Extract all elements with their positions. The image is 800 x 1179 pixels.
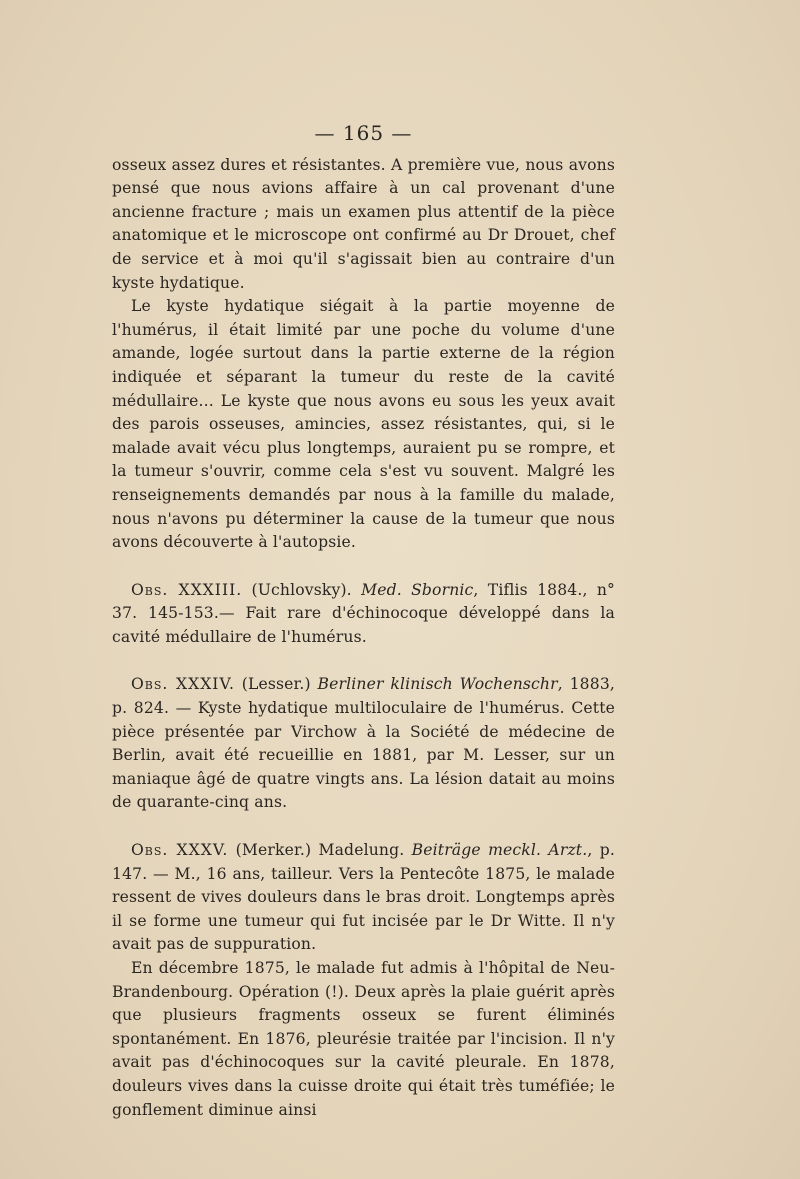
observation-34 (112, 673, 615, 815)
paragraph-kyste: Le kyste hydatique siégait à la partie moyenne de l'humérus, il était limité par une poche du volume d'une amande, logée surtout dans la partie externe de la région indiquée et séparant la tumeur du reste de la cavité médullaire... Le kyste que nous avons eu sous les yeux avait des parois osseuses, amincies, assez résistantes, qui, si le malade avait vécu plus longtemps, auraient pu se rompre, et la tumeur s'ouvrir, comme cela s'est vu souvent. Malgré les renseignements demandés par nous à la famille du malade, nous n'avons pu déterminer la cause de la tumeur que nous avons découverte à l'autopsie. (112, 297, 615, 552)
obs-label: Obs. XXXV. (131, 841, 229, 860)
observation-33 (112, 579, 615, 650)
obs-journal: Beiträge meckl. Arzt. (411, 841, 588, 860)
observation-35 (112, 839, 615, 957)
obs-label: Obs. XXXIII. (131, 580, 243, 599)
page-number: — 165 — (314, 121, 413, 145)
paragraph-continuation: osseux assez dures et résistantes. A première vue, nous avons pensé que nous avions affaire à un cal provenant d'une ancienne fracture ; mais un examen plus attentif de la pièce anatomique et le microscope ont confirmé au Dr Drouet, chef de service et à moi qu'il s'agissait bien au contraire d'un kyste hydatique. (112, 155, 615, 292)
observation-35-continued: En décembre 1875, le malade fut admis à l'hôpital de Neu-Brandenbourg. Opération (!). Deux après la plaie guérit après que plusieurs fragments osseux se furent éliminés spontanément. En 1876, pleurésie traitée par l'incision. Il n'y avait pas d'échinocoques sur la cavité pleurale. En 1878, douleurs vives dans la cuisse droite qui était très tuméfiée; le gonflement diminue ainsi (112, 959, 615, 1119)
obs-journal: Berliner klinisch Wochenschr (317, 675, 558, 694)
text-block (112, 122, 615, 1122)
obs-text: , p. 147. — M., 16 ans, tailleur. Vers la Pentecôte 1875, le malade ressent de vives douleurs dans le bras droit. Longtemps après il se forme une tumeur qui fut incisée par le Dr Witte. Il n'y avait pas de suppuration. (112, 841, 616, 954)
obs-author: (Lesser.) (234, 675, 318, 694)
obs-journal: Med. Sbornic (361, 580, 474, 599)
obs-author: (Uchlovsky). (242, 580, 362, 599)
obs-text: , 1883, p. 824. — Kyste hydatique multiloculaire de l'humérus. Cette pièce présentée par Virchow à la Société de médecine de Berlin, avait été recueillie en 1881, par M. Lesser, sur un maniaque âgé de quatre vingts ans. La lésion datait au moins de quarante-cinq ans. (112, 675, 615, 812)
obs-text: , Tiflis 1884., n° 37. 145-153.— Fait rare d'échinocoque développé dans la cavité médullaire de l'humérus. (112, 580, 615, 646)
obs-author: (Merker.) Madelung. (228, 841, 412, 860)
obs-label: Obs. XXXIV. (131, 675, 235, 694)
